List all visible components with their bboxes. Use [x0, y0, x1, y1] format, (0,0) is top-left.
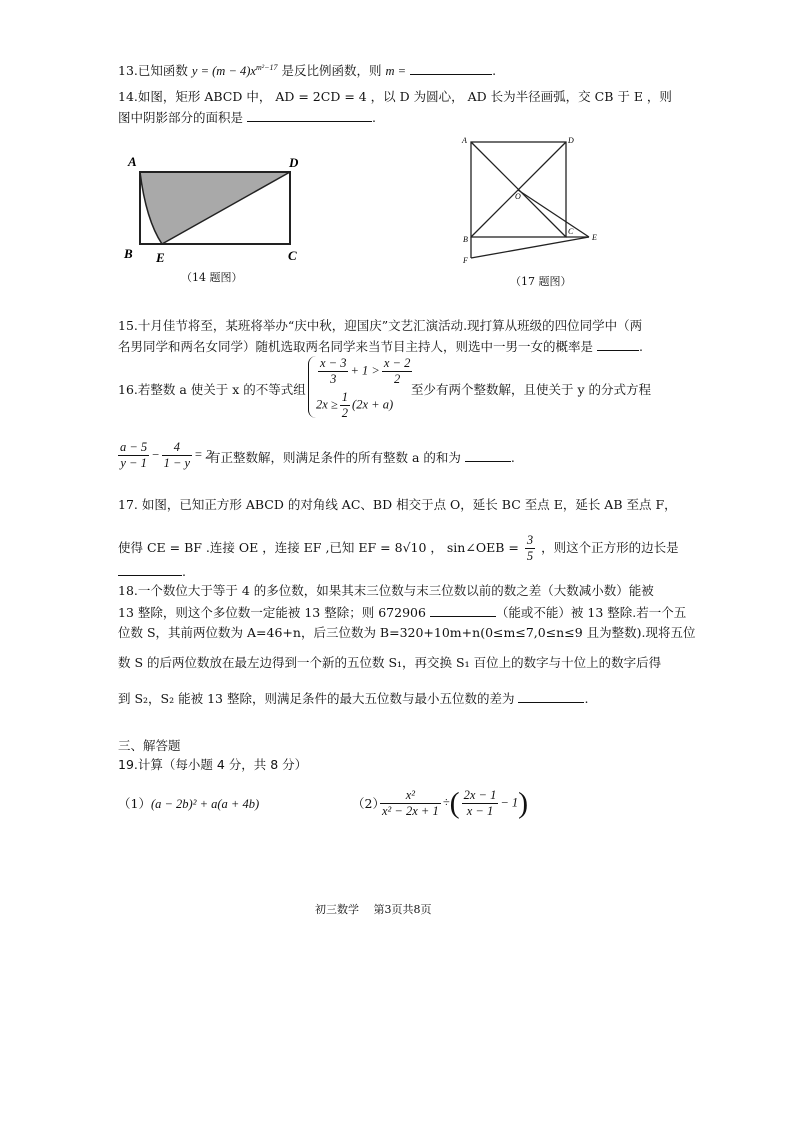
- q14-end: .: [372, 110, 376, 125]
- q18-line2-pre: 13 整除，则这个多位数一定能被 13 整除；则 672906: [118, 605, 426, 620]
- fig17-label-c: C: [568, 227, 574, 236]
- q17-sin-num: 3: [526, 533, 534, 547]
- q13-suffix: 是反比例函数，则: [281, 63, 382, 79]
- question-18-line2: [118, 604, 686, 621]
- q19-p2-num2: 2x − 1: [463, 788, 497, 802]
- question-13: [118, 60, 496, 79]
- q16-post: 至少有两个整数解，且使关于 y 的分式方程: [411, 382, 652, 397]
- q18-line5-text: 到 S₂，S₂ 能被 13 整除，则满足条件的最大五位数与最小五位数的差为: [118, 691, 515, 706]
- q19-p2-op: ÷: [442, 795, 450, 810]
- fig14-label-d: D: [289, 155, 299, 170]
- q18-end: .: [584, 691, 589, 706]
- q17-line2-pre: 使得 CE = BF .连接 OE ，连接 EF ,已知 EF = 8√10 ， sin∠OEB =: [118, 540, 519, 555]
- fig14-label-e: E: [156, 250, 165, 265]
- q16-ineq1-num2: x − 2: [383, 356, 411, 370]
- q15-line2-text: 名男同学和两名女同学）随机选取两名同学来当节目主持人，则选中一男一女的概率是: [118, 339, 594, 354]
- q14-line1: 14.如图，矩形 ABCD 中， AD = 2CD = 4 ，以 D 为圆心， AD 长为半径画弧，交 CB 于 E ，则: [118, 89, 672, 104]
- q19-p1-label: （1）: [118, 796, 151, 811]
- q14-answer-blank[interactable]: [247, 109, 372, 122]
- q13-variable: m =: [385, 64, 407, 79]
- question-16-line3: [208, 449, 515, 466]
- page-footer: 初三数学 第3页共8页: [315, 903, 432, 916]
- fig17-label-e: E: [592, 233, 597, 242]
- fig17-label-o: O: [515, 192, 521, 201]
- q16-eq-den2: 1 − y: [163, 456, 191, 470]
- q13-number: 13.: [118, 63, 138, 79]
- q17-sin-den: 5: [526, 549, 534, 563]
- q16-ineq1-den2: 2: [393, 372, 401, 386]
- section-3-title: 三、解答题: [118, 738, 181, 753]
- fig17-segment-ef: [471, 237, 589, 258]
- q16-eq-rhs: = 2: [194, 447, 212, 462]
- q13-end: .: [492, 63, 497, 79]
- q19-p2-label: （2）: [352, 796, 385, 811]
- q18-line3: 位数 S，其前两位数为 A=46+n，后三位数为 B=320+10m+n(0≤m≤7,0≤n≤9 且为整数).现将五位: [118, 625, 696, 640]
- question-17-line3: [118, 563, 186, 580]
- q19-p2-num1: x²: [380, 788, 441, 804]
- fig14-label-a: A: [128, 154, 137, 169]
- q16-inequality-1: [316, 356, 414, 387]
- q17-line1: 17. 如图，已知正方形 ABCD 的对角线 AC、BD 相交于点 O，延长 BC 至点 E，延长 AB 至点 F，: [118, 497, 677, 512]
- q16-ineq1-mid: + 1 >: [350, 363, 380, 378]
- fig17-label-a: A: [462, 136, 467, 145]
- q19-title: 19.计算（每小题 4 分，共 8 分）: [118, 757, 308, 772]
- fig17-caption: （17 题图）: [510, 275, 572, 288]
- q16-equation: [118, 440, 212, 471]
- q19-p2-tail: − 1: [500, 795, 519, 810]
- q13-answer-blank[interactable]: [410, 62, 492, 75]
- q16-answer-blank[interactable]: [465, 449, 511, 462]
- q16-ineq2-pre: 2x ≥: [316, 397, 338, 412]
- q19-p2-den2: x − 1: [466, 804, 494, 818]
- fig14-caption: （14 题图）: [181, 271, 243, 284]
- q19-p2-den1: x² − 2x + 1: [382, 804, 439, 818]
- q18-line4: 数 S 的后两位数放在最左边得到一个新的五位数 S₁，再交换 S₁ 百位上的数字与十位上的数字后得: [118, 655, 662, 670]
- q17-end: .: [182, 564, 186, 579]
- q18-line2-post: （能或不能）被 13 整除.若一个五: [495, 605, 687, 620]
- q16-ineq2-den: 2: [341, 406, 349, 420]
- question-15-line2: [118, 338, 643, 355]
- q19-part-1: [118, 796, 259, 812]
- q18-line1: 18.一个数位大于等于 4 的多位数，如果其末三位数与末三位数以前的数之差（大数减小数）能被: [118, 583, 654, 598]
- fig14-label-c: C: [288, 248, 297, 263]
- q17-line2-post: ，则这个正方形的边长是: [541, 540, 679, 555]
- q16-eq-num1: a − 5: [120, 440, 148, 454]
- question-17-line2: [118, 533, 679, 564]
- q15-line1: 15.十月佳节将至，某班将举办“庆中秋，迎国庆”文艺汇演活动.现打算从班级的四位同学中（两: [118, 318, 643, 333]
- q17-answer-blank[interactable]: [118, 563, 182, 576]
- q16-ineq2-num: 1: [341, 390, 349, 404]
- q16-eq-num2: 4: [162, 440, 192, 456]
- q16-ineq1-num1: x − 3: [320, 356, 347, 370]
- q14-line2-text: 图中阴影部分的面积是: [118, 110, 244, 125]
- q13-formula: y = (m − 4)x: [191, 64, 256, 79]
- question-18-line5: [118, 690, 588, 707]
- q16-eq-op: −: [151, 447, 160, 462]
- fig17-label-b: B: [463, 235, 468, 244]
- fig14-label-b: B: [124, 246, 133, 261]
- q16-line3-text: 有正整数解，则满足条件的所有整数 a 的和为: [208, 450, 461, 465]
- q18-answer-blank-2[interactable]: [518, 690, 584, 703]
- q16-prefix: 16.若整数 a 使关于 x 的不等式组: [118, 382, 306, 397]
- q16-inequality-2: [316, 390, 393, 421]
- q16-eq-den1: y − 1: [120, 456, 147, 470]
- q16-end: .: [510, 450, 515, 465]
- q19-p1-expression: (a − 2b)² + a(a + 4b): [150, 797, 260, 811]
- fig17-label-d: D: [568, 136, 574, 145]
- q18-answer-blank-1[interactable]: [430, 604, 496, 617]
- q15-answer-blank[interactable]: [597, 338, 639, 351]
- q16-ineq2-post: (2x + a): [352, 397, 394, 412]
- q16-ineq1-den1: 3: [330, 372, 337, 386]
- q15-end: .: [639, 339, 643, 354]
- fig17-segment-oe: [518, 190, 589, 237]
- figure-14: [120, 150, 320, 265]
- q13-exponent: m²−17: [255, 63, 278, 72]
- q19-p2-expression: $\frac{\text{x²}}{\text{x² − 2x + 1}}$ ÷( $\frac{2x - 1}{x - 1}$ − 1): [382, 786, 529, 820]
- question-14-line2: [118, 109, 376, 126]
- figure-17: [455, 130, 605, 270]
- q13-prefix: 已知函数: [137, 63, 188, 79]
- fig17-label-f: F: [463, 256, 468, 265]
